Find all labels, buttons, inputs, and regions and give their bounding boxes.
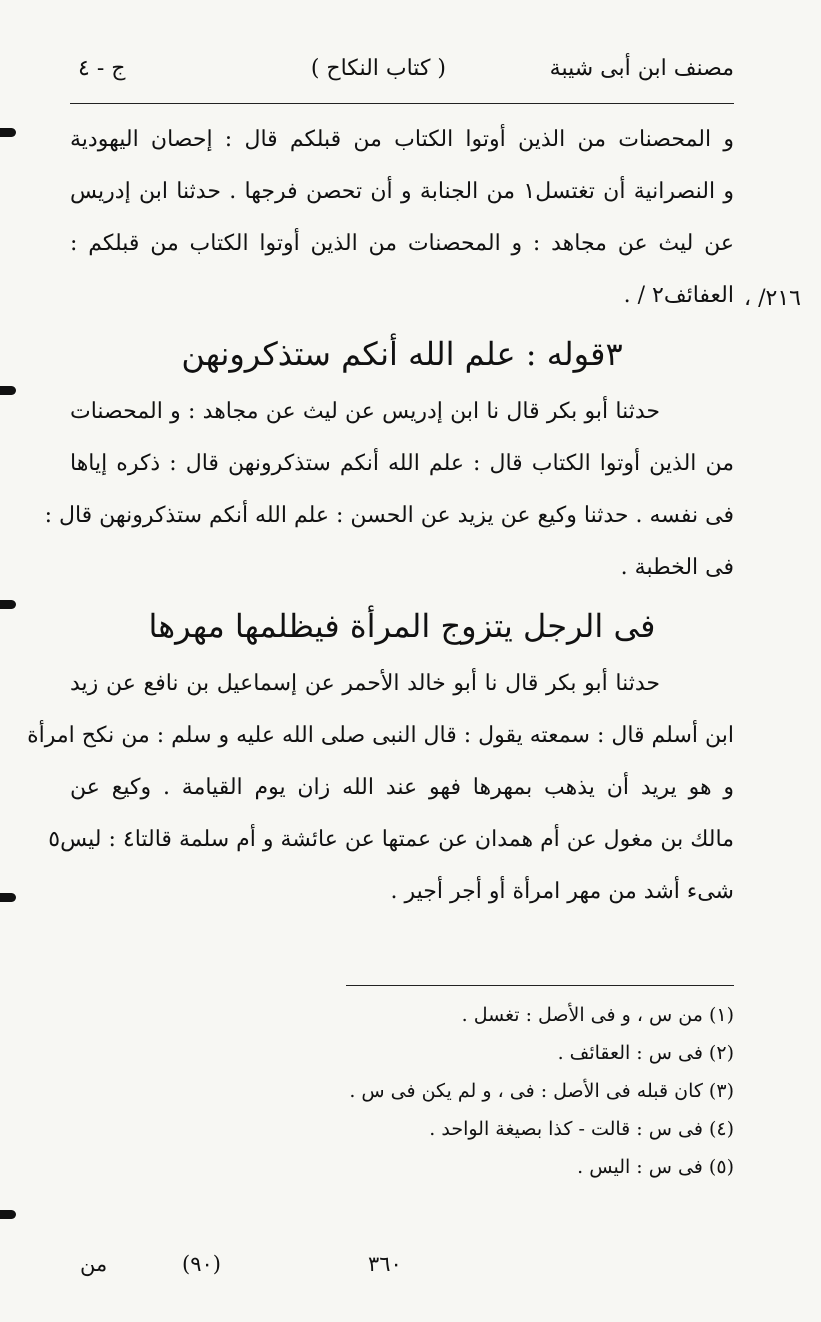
main-text xyxy=(27,114,735,918)
text-line: فى الخطبة . xyxy=(620,555,734,580)
footnote: (٢) فى س : العقائف . xyxy=(557,1042,734,1064)
section-dowry xyxy=(27,594,734,918)
section-continuation xyxy=(70,114,734,322)
text-line: حدثنا أبو بكر قال نا ابن إدريس عن ليث عن مجاهد : و المحصنات xyxy=(70,399,660,424)
running-header xyxy=(70,50,734,100)
footnote-rule xyxy=(346,985,734,986)
section-remembering xyxy=(44,322,734,594)
chapter-title: ( كتاب النكاح ) xyxy=(310,56,446,81)
text-line: و المحصنات من الذين أوتوا الكتاب من قبلكم قال : إحصان اليهودية xyxy=(70,127,734,152)
scan-edge-mark xyxy=(0,1210,16,1219)
signature-marker: (٩٠) xyxy=(182,1252,221,1276)
volume-label: ج - ٤ xyxy=(78,56,126,81)
scan-edge-mark xyxy=(0,386,16,395)
text-line: من الذين أوتوا الكتاب قال : علم الله أنكم ستذكرونهن قال : ذكره إياها xyxy=(70,451,734,476)
section-heading: ٣قوله : علم الله أنكم ستذكرونهن xyxy=(181,335,623,373)
text-line: مالك بن مغول عن أم همدان عن عمتها عن عائشة و أم سلمة قالتا٤ : ليس٥ xyxy=(48,827,734,852)
scan-edge-mark xyxy=(0,128,16,137)
page-number: ٣٦٠ xyxy=(368,1252,402,1276)
catchword: من xyxy=(80,1252,108,1276)
text-line: العفائف٢ / . xyxy=(623,283,734,308)
text-line: و هو يريد أن يذهب بمهرها فهو عند الله زان يوم القيامة . وكيع عن xyxy=(70,775,734,800)
section-heading: فى الرجل يتزوج المرأة فيظلمها مهرها xyxy=(148,607,656,645)
text-line: ابن أسلم قال : سمعته يقول : قال النبى صلى الله عليه و سلم : من نكح امرأة xyxy=(27,723,734,748)
margin-folio-note: ٢١٦/ ، xyxy=(744,286,801,311)
footnote: (٥) فى س : اليس . xyxy=(577,1156,734,1178)
footnote: (٤) فى س : قالت - كذا بصيغة الواحد . xyxy=(429,1118,734,1140)
footnote: (١) من س ، و فى الأصل : تغسل . xyxy=(461,1004,734,1026)
scan-edge-mark xyxy=(0,893,16,902)
footnote: (٣) كان قبله فى الأصل : فى ، و لم يكن فى س . xyxy=(349,1080,734,1102)
text-line: عن ليث عن مجاهد : و المحصنات من الذين أوتوا الكتاب من قبلكم : xyxy=(70,231,734,256)
header-rule xyxy=(70,103,734,104)
text-line: حدثنا أبو بكر قال نا أبو خالد الأحمر عن إسماعيل بن نافع عن زيد xyxy=(70,671,660,696)
text-line: فى نفسه . حدثنا وكيع عن يزيد عن الحسن : علم الله أنكم ستذكرونهن قال : xyxy=(44,503,734,528)
text-line: و النصرانية أن تغتسل١ من الجنابة و أن تحصن فرجها . حدثنا ابن إدريس xyxy=(70,179,735,204)
scan-edge-mark xyxy=(0,600,16,609)
page-footer xyxy=(70,1252,734,1292)
book-title: مصنف ابن أبى شيبة xyxy=(549,56,734,81)
footnotes xyxy=(346,996,734,1186)
text-line: شىء أشد من مهر امرأة أو أجر أجير . xyxy=(390,879,734,904)
